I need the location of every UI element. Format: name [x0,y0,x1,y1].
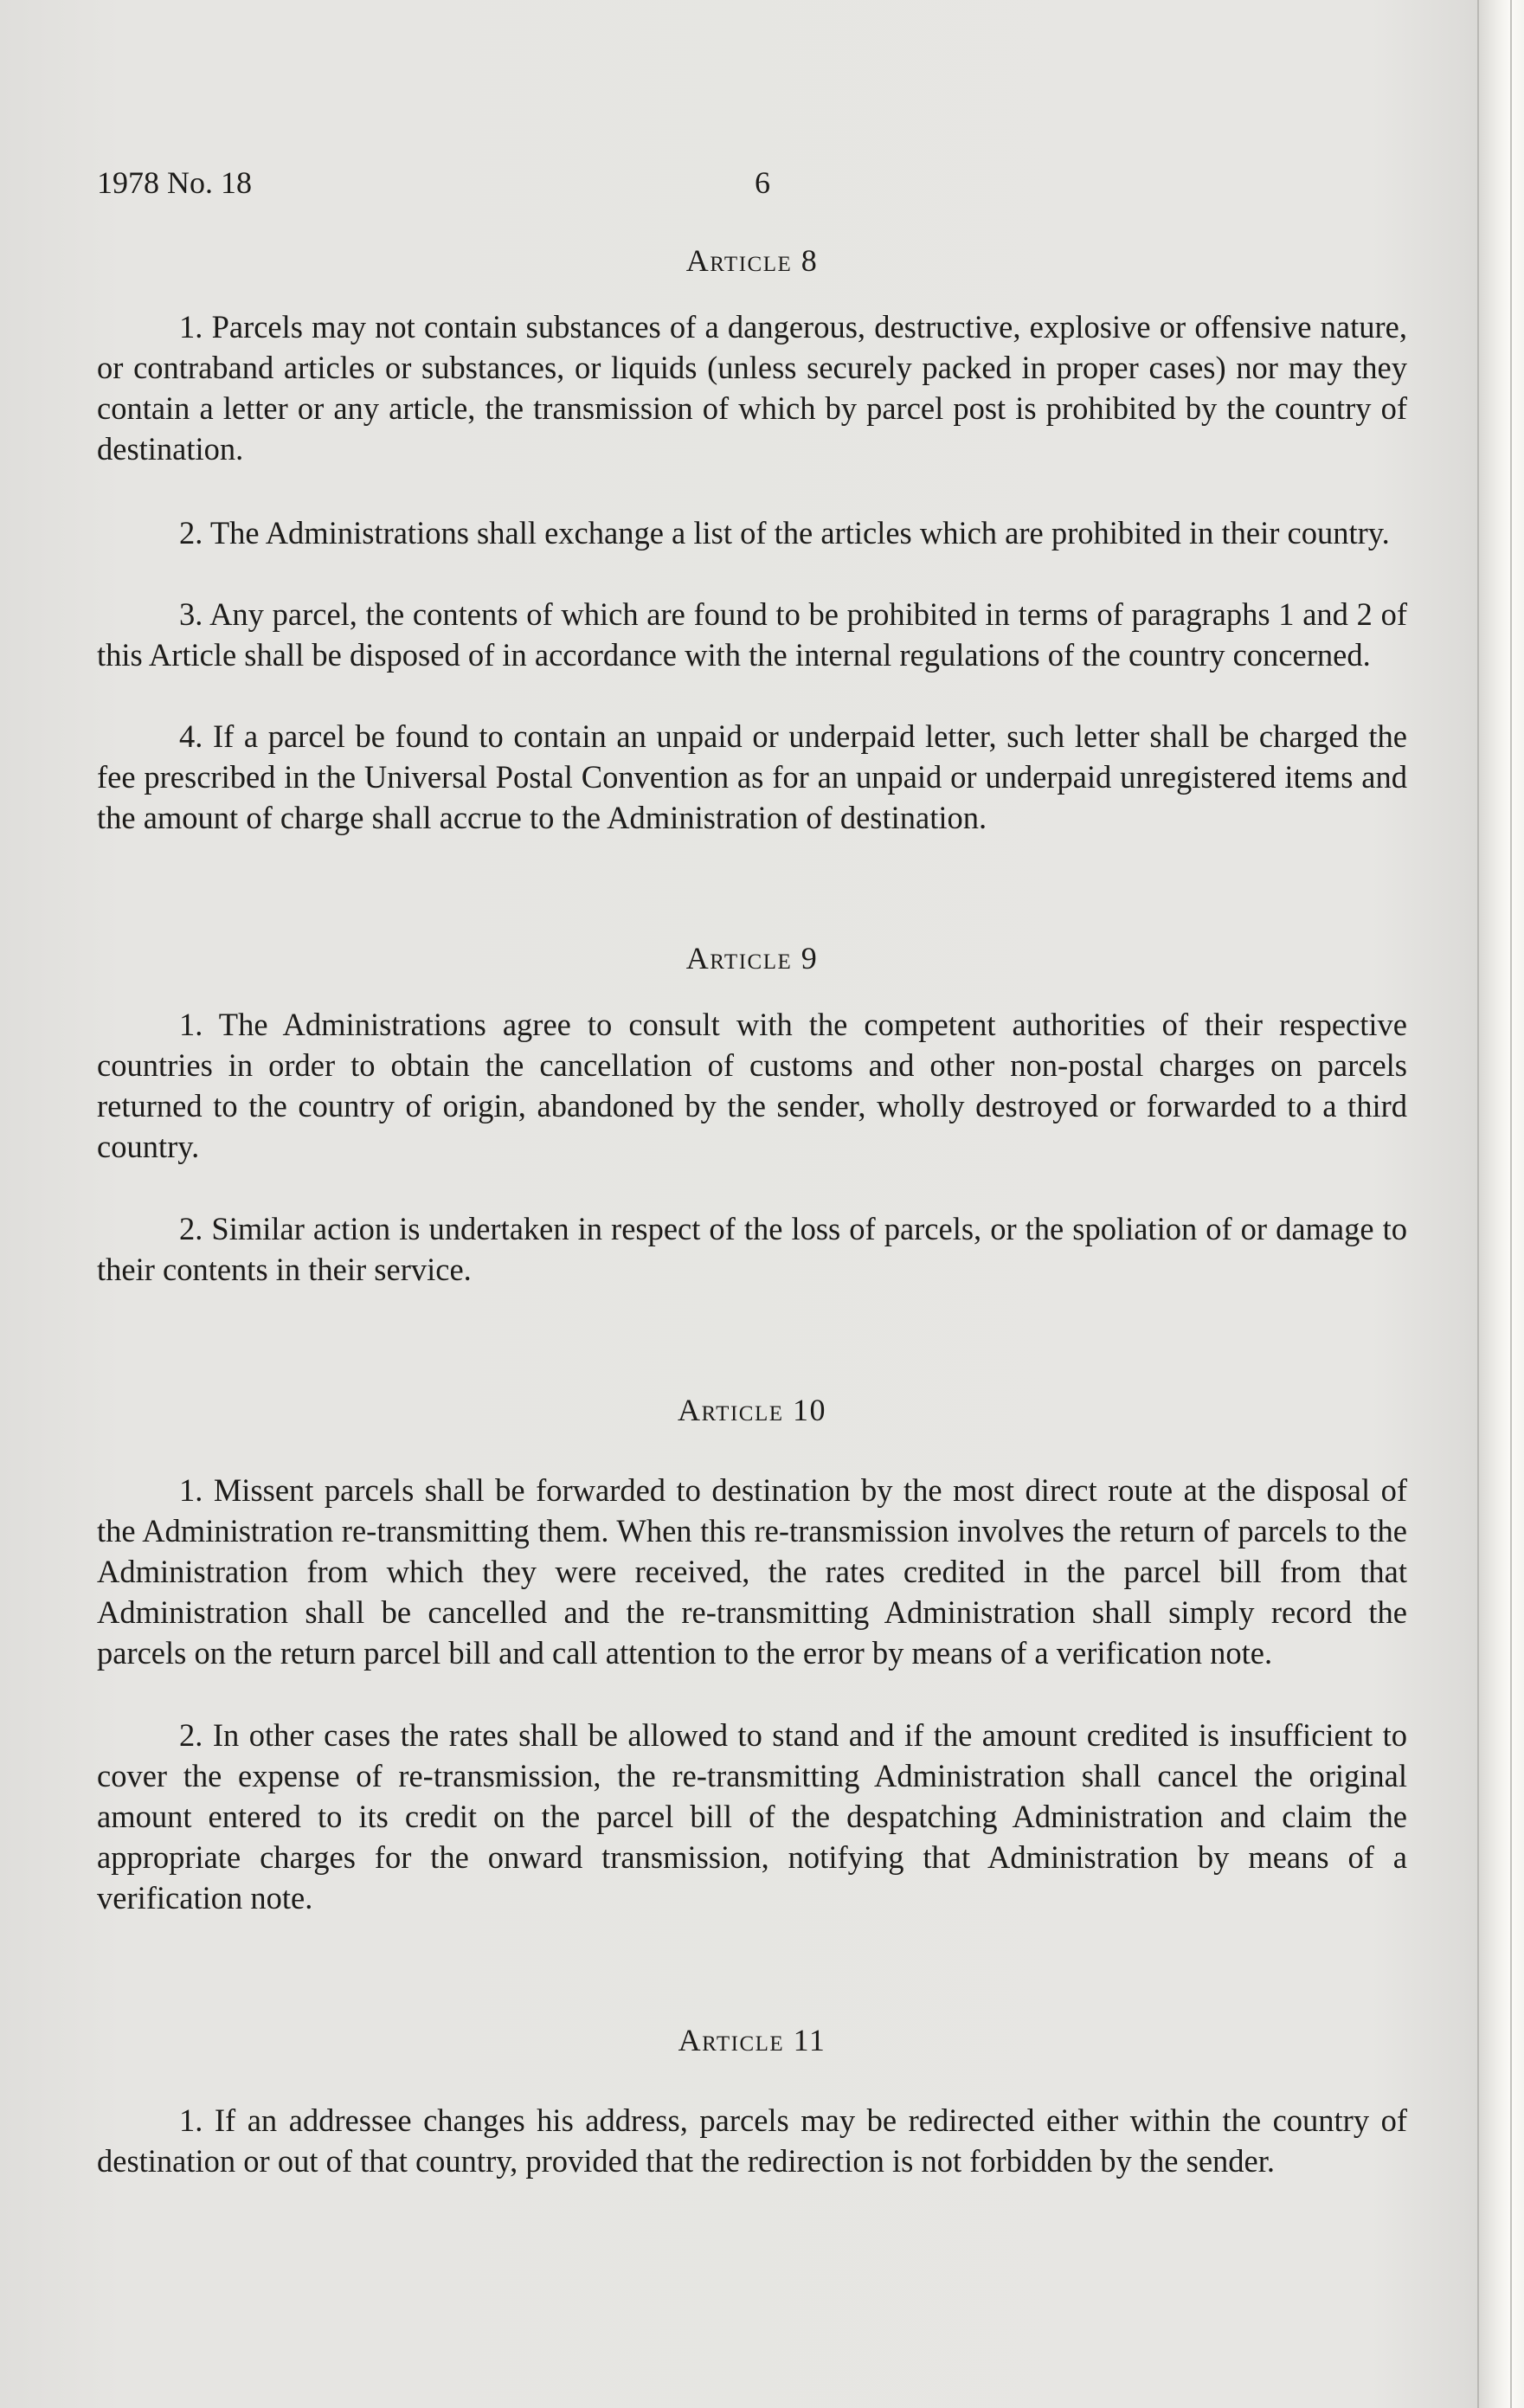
paragraph: 2. In other cases the rates shall be allowed to stand and if the amount credited is insufficient to cover the expense of re-transmission, the re-transmitting Administration shall cancel the original amount entered to its credit on the parcel bill of the despatching Administration and claim the appropriate charges for the onward transmission, notifying that Administration by means of a verification note. [97,1717,1407,1915]
article-9 [97,940,1407,1290]
paragraph: 1. Parcels may not contain substances of a dangerous, destructive, explosive or offensive nature, or contraband articles or substances, or liquids (unless securely packed in proper cases) nor may they contain a letter or any article, the transmission of which by parcel post is prohibited by the country of destination. [97,309,1407,467]
page-edge [1477,0,1524,2408]
paragraph: 1. If an addressee changes his address, parcels may be redirected either within the country of destination or out of that country, provided that the redirection is not forbidden by the sender. [97,2102,1407,2179]
article-11 [97,2022,1407,2181]
paragraph: 2. Similar action is undertaken in respect of the loss of parcels, or the spoliation of or damage to their contents in their service. [97,1211,1407,1287]
article-10 [97,1392,1407,1918]
page-body [97,242,1407,2181]
page-number: 6 [755,165,770,200]
paragraph: 3. Any parcel, the contents of which are found to be prohibited in terms of paragraphs 1 and 2 of this Article shall be disposed of in accordance with the internal regulations of the country concerned. [97,596,1407,673]
paragraph: 1. The Administrations agree to consult with the competent authorities of their respective countries in order to obtain the cancellation of customs and other non-postal charges on parcels returned to the country of origin, abandoned by the sender, wholly destroyed or forwarded to a third country. [97,1007,1407,1164]
document-reference: 1978 No. 18 [97,165,252,200]
article-8 [97,242,1407,838]
page-edge-line [1510,0,1512,2408]
article-heading: Article 11 [678,2023,826,2057]
article-heading: Article 9 [685,941,819,975]
article-heading: Article 8 [685,243,819,278]
article-heading: Article 10 [678,1393,826,1427]
page-header [97,164,1395,208]
paragraph: 1. Missent parcels shall be forwarded to destination by the most direct route at the disposal of the Administration re-transmitting them. When this re-transmission involves the return of parcels to the Administration from which they were received, the rates credited in the parcel bill from that Administration shall be cancelled and the re-transmitting Administration shall simply record the parcels on the return parcel bill and call attention to the error by means of a verification note. [97,1472,1407,1671]
paragraph: 2. The Administrations shall exchange a list of the articles which are prohibited in their country. [179,515,1390,550]
paragraph: 4. If a parcel be found to contain an unpaid or underpaid letter, such letter shall be charged the fee prescribed in the Universal Postal Convention as for an unpaid or underpaid unregistered items and the amount of charge shall accrue to the Administration of destination. [97,718,1407,835]
